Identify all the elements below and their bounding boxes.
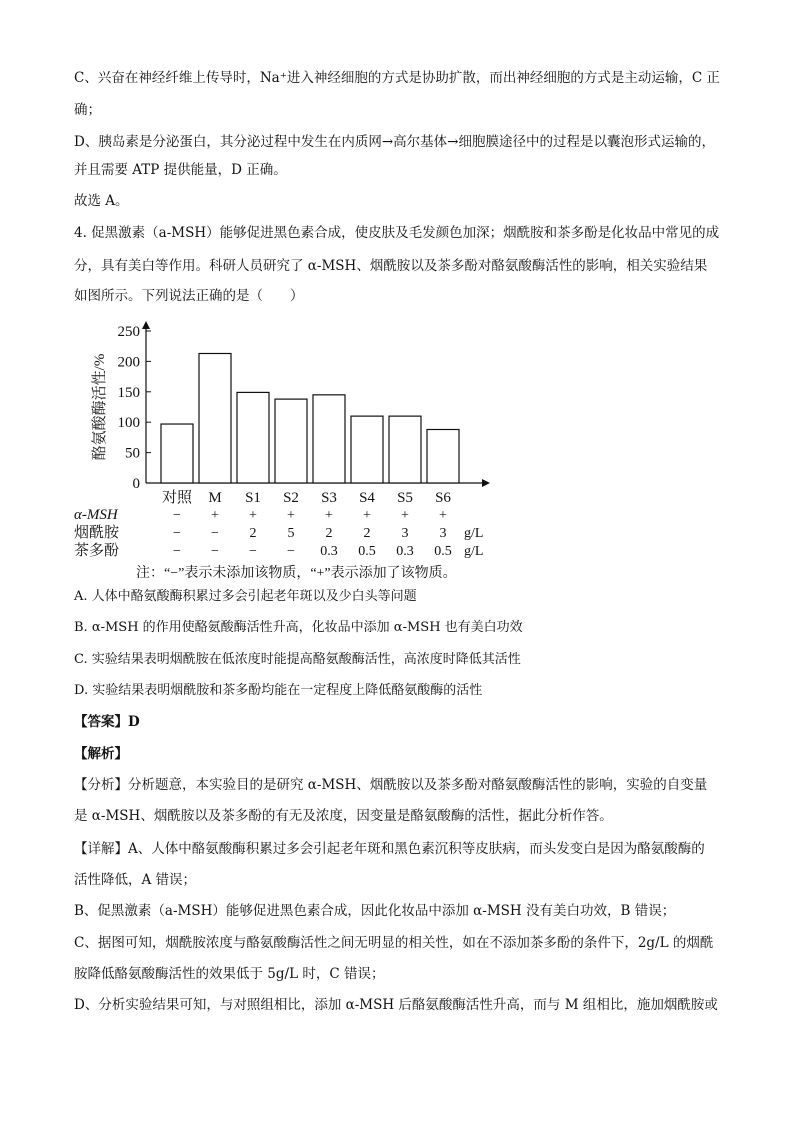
- row-cell: +: [325, 508, 333, 523]
- bar-S4: [351, 416, 383, 483]
- bar-S3: [313, 395, 345, 483]
- category-label: S4: [359, 490, 375, 506]
- y-tick-label: 250: [117, 324, 140, 340]
- row-cell: −: [173, 544, 181, 559]
- analysis-d-1: D、分析实验结果可知，与对照组相比，添加 α-MSH 后酪氨酸酶活性升高，而与 M 组相比，施加烟酰胺或: [74, 997, 718, 1013]
- d-line-2: 并且需要 ATP 提供能量，D 正确。: [74, 162, 287, 178]
- row-unit: g/L: [464, 544, 484, 559]
- d-line-1: D、胰岛素是分泌蛋白，其分泌过程中发生在内质网→高尔基体→细胞膜途径中的过程是以囊泡形式运输的，: [74, 134, 715, 150]
- row-unit: g/L: [464, 526, 484, 541]
- y-tick-label: 200: [117, 354, 140, 371]
- analysis-c-2: 胺降低酪氨酸酶活性的效果低于 5g/L 时，C 错误；: [74, 966, 385, 982]
- c-line-1: C、兴奋在神经纤维上传导时，Na⁺进入神经细胞的方式是协助扩散，而出神经细胞的方式是主动运输，C 正: [74, 70, 720, 86]
- row-cell: 3: [401, 526, 409, 541]
- row-cell: −: [211, 544, 219, 559]
- row-cell: 0.3: [396, 544, 414, 559]
- answer-line: 【答案】D: [74, 714, 140, 730]
- row-label: 烟酰胺: [74, 525, 120, 541]
- y-axis-arrow: [142, 321, 150, 329]
- y-axis-label: 酪氨酸酶活性/%: [92, 353, 108, 461]
- row-cell: +: [287, 508, 295, 523]
- row-cell: −: [211, 526, 219, 541]
- category-label: S1: [245, 490, 261, 506]
- row-cell: +: [249, 508, 257, 523]
- row-cell: 2: [363, 526, 371, 541]
- y-tick-label: 150: [117, 384, 140, 401]
- row-cell: 0.3: [320, 544, 338, 559]
- row-cell: −: [173, 526, 181, 541]
- y-tick-label: 0: [132, 476, 140, 492]
- bar-S5: [389, 416, 421, 483]
- analysis-fenxi-1: 【分析】分析题意，本实验目的是研究 α-MSH、烟酰胺以及茶多酚对酪氨酸酶活性的影响，实验的自变量: [74, 777, 708, 793]
- row-cell: 0.5: [434, 544, 452, 559]
- category-label: S3: [321, 490, 337, 506]
- chart-note: 注：“−”表示未添加该物质，“+”表示添加了该物质。: [136, 566, 457, 581]
- category-label: M: [208, 490, 222, 506]
- c-line-2: 确；: [74, 102, 101, 118]
- y-tick-label: 100: [117, 415, 140, 432]
- category-label: S5: [397, 490, 413, 506]
- question-4-line-3: 如图所示。下列说法正确的是（ ）: [74, 288, 304, 304]
- x-axis-arrow: [482, 479, 490, 487]
- analysis-fenxi-2: 是 α-MSH、烟酰胺以及茶多酚的有无及浓度，因变量是酪氨酸酶的活性，据此分析作答。: [74, 808, 613, 824]
- analysis-a-2: 活性降低，A 错误；: [74, 872, 197, 888]
- row-cell: −: [287, 544, 295, 559]
- choose-line: 故选 A。: [74, 193, 129, 209]
- analysis-a-1: 【详解】A、人体中酪氨酸酶积累过多会引起老年斑和黑色素沉积等皮肤病，而头发变白是因为酪氨酸酶的: [74, 841, 705, 857]
- category-label: S6: [435, 490, 451, 506]
- row-cell: 3: [439, 526, 447, 541]
- bar-S2: [275, 399, 307, 483]
- row-cell: 2: [325, 526, 333, 541]
- row-cell: +: [363, 508, 371, 523]
- analysis-b-1: B、促黑激素（a-MSH）能够促进黑色素合成，因此化妆品中添加 α-MSH 没有美白功效，B 错误；: [74, 903, 676, 919]
- row-label: 茶多酚: [74, 543, 120, 559]
- analysis-title: 【解析】: [74, 746, 128, 762]
- row-cell: −: [173, 508, 181, 523]
- analysis-c-1: C、据图可知，烟酰胺浓度与酪氨酸酶活性之间无明显的相关性，如在不添加茶多酚的条件下，2g/L 的烟酰: [74, 935, 714, 951]
- row-cell: 2: [249, 526, 257, 541]
- option-b: B. α-MSH 的作用使酪氨酸酶活性升高，化妆品中添加 α-MSH 也有美白功效: [74, 620, 523, 635]
- row-label: α-MSH: [74, 507, 118, 523]
- bar-S6: [427, 429, 459, 483]
- row-cell: 5: [287, 526, 295, 541]
- option-c: C. 实验结果表明烟酰胺在低浓度时能提高酪氨酸酶活性，高浓度时降低其活性: [74, 652, 521, 667]
- question-4-line-2: 分，具有美白等作用。科研人员研究了 α-MSH、烟酰胺以及茶多酚对酪氨酸酶活性的影响，相关实验结果: [74, 258, 708, 274]
- tyrosinase-activity-chart: [64, 318, 504, 586]
- row-cell: −: [249, 544, 257, 559]
- question-4-line-1: 4. 促黑激素（a-MSH）能够促进黑色素合成，使皮肤及毛发颜色加深；烟酰胺和茶多酚是化妆品中常见的成: [74, 225, 720, 241]
- y-tick-label: 50: [125, 445, 140, 462]
- category-label: 对照: [161, 490, 193, 506]
- bar-M: [199, 353, 231, 483]
- row-cell: 0.5: [358, 544, 376, 559]
- option-d: D. 实验结果表明烟酰胺和茶多酚均能在一定程度上降低酪氨酸酶的活性: [74, 683, 483, 698]
- bar-对照: [161, 424, 193, 483]
- option-a: A. 人体中酪氨酸酶积累过多会引起老年斑以及少白头等问题: [74, 589, 417, 604]
- bar-S1: [237, 392, 269, 483]
- category-label: S2: [283, 490, 299, 506]
- row-cell: +: [211, 508, 219, 523]
- row-cell: +: [401, 508, 409, 523]
- row-cell: +: [439, 508, 447, 523]
